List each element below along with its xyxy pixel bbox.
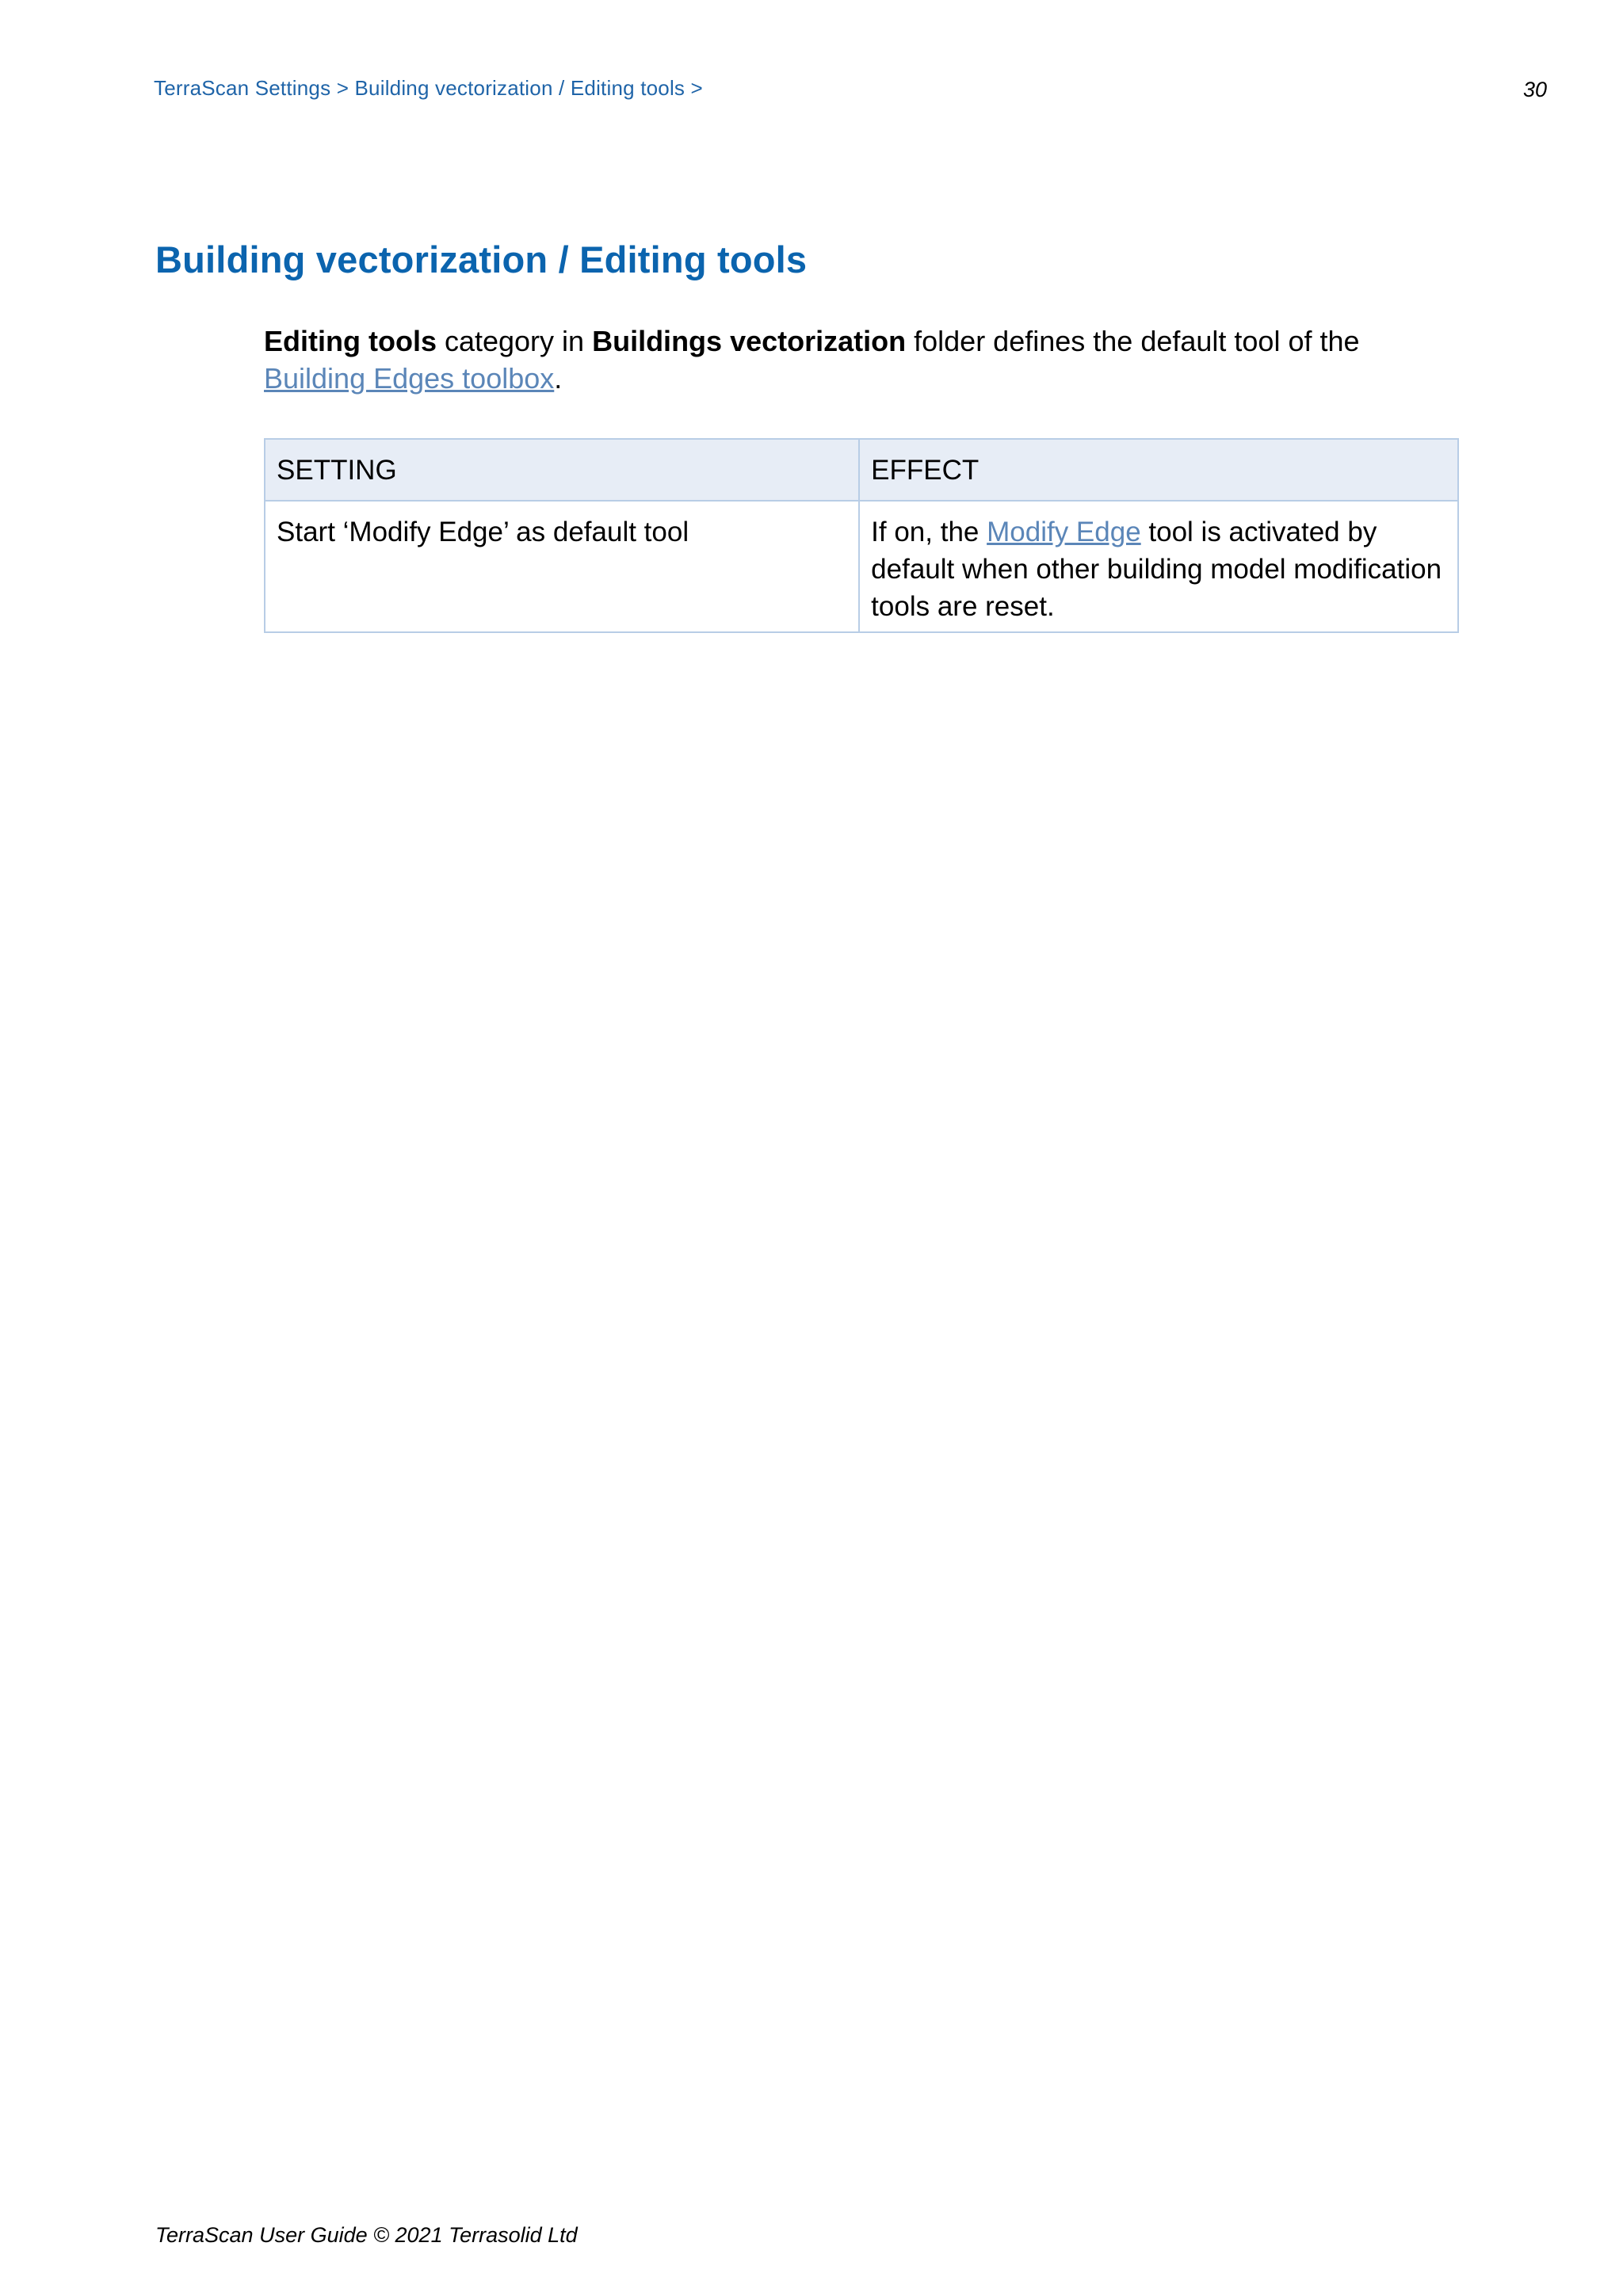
settings-table: [264, 438, 1459, 633]
intro-text: .: [554, 362, 563, 395]
breadcrumb-separator: >: [330, 76, 355, 100]
page-number: 30: [1522, 78, 1547, 101]
breadcrumb: [154, 76, 703, 101]
intro-text: category in: [436, 325, 593, 357]
table-header-row: [265, 439, 1458, 501]
table-row: [265, 501, 1458, 632]
page-footer: TerraScan User Guide © 2021 Terrasolid Ltd: [155, 2223, 578, 2247]
intro-bold-editing-tools: Editing tools: [264, 325, 437, 357]
column-header-effect: EFFECT: [859, 439, 1458, 501]
modify-edge-link[interactable]: Modify Edge: [987, 517, 1141, 547]
setting-cell: Start ‘Modify Edge’ as default tool: [265, 501, 859, 632]
breadcrumb-item-terrascan-settings[interactable]: TerraScan Settings: [154, 76, 331, 100]
effect-cell: [859, 501, 1458, 632]
intro-text: folder defines the default tool of the: [906, 325, 1360, 357]
effect-text: If on, the: [871, 517, 987, 547]
column-header-setting: SETTING: [265, 439, 859, 501]
building-edges-toolbox-link[interactable]: Building Edges toolbox: [264, 362, 555, 395]
effect-text: tool is activated by default when other building model modification tools are reset.: [871, 517, 1442, 622]
page-title: Building vectorization / Editing tools: [155, 238, 808, 280]
intro-bold-buildings-vectorization: Buildings vectorization: [592, 325, 907, 357]
breadcrumb-item-building-vectorization[interactable]: Building vectorization / Editing tools: [354, 76, 685, 100]
intro-paragraph: [264, 322, 1468, 397]
breadcrumb-separator: >: [685, 76, 703, 100]
